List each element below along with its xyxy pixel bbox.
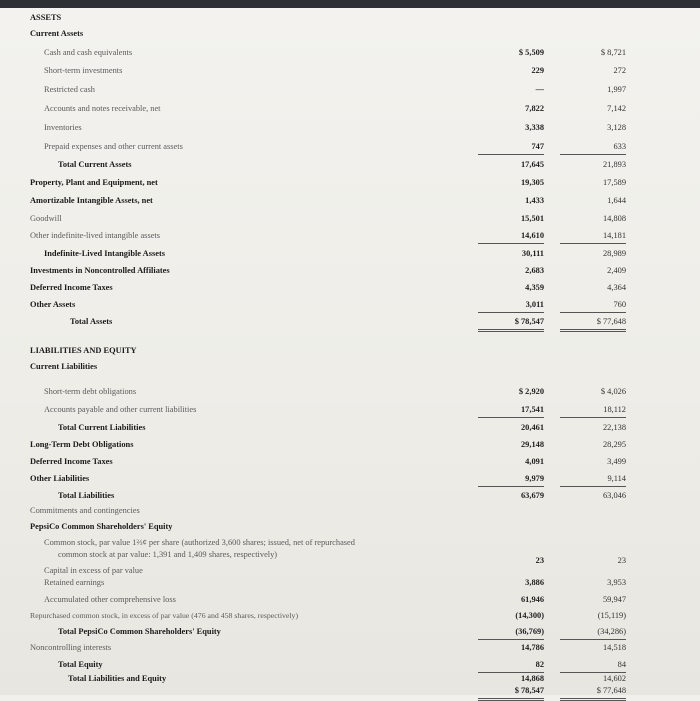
row-label: Amortizable Intangible Assets, net [30, 196, 153, 205]
row-value-2018: 59,947 [602, 595, 626, 604]
row-label: Total Current Liabilities [58, 423, 146, 432]
table-row [0, 455, 700, 469]
row-value-2019: 9,979 [478, 472, 544, 487]
top-border [0, 0, 700, 8]
row-value-2019: 19,305 [520, 178, 544, 187]
row-value-2019: 17,645 [520, 160, 544, 169]
row-label: Property, Plant and Equipment, net [30, 178, 158, 187]
row-label: Deferred Income Taxes [30, 283, 113, 292]
row-value-2018: 22,138 [602, 423, 626, 432]
table-row [0, 194, 700, 208]
row-value-2019: 29,148 [520, 440, 544, 449]
row-value-2018: (15,119) [597, 611, 626, 620]
row-label: Other indefinite-lived intangible assets [30, 231, 161, 240]
row-label: Total PepsiCo Common Shareholders' Equity [58, 627, 221, 636]
table-row [0, 403, 700, 417]
table-row [0, 102, 700, 116]
row-value-2019: 14,610 [478, 229, 544, 244]
row-value-2019: 747 [478, 140, 544, 155]
row-value-2019: 1,433 [525, 196, 544, 205]
liabilities-heading: LIABILITIES AND EQUITY [30, 346, 137, 355]
row-value-2019: 229 [531, 66, 544, 75]
row-value-2018: 1,997 [607, 85, 626, 94]
row-value-2018: $ 8,721 [600, 48, 626, 57]
row-label: Cash and cash equivalents [44, 48, 133, 57]
row-value-2019: 14,868 [520, 674, 544, 683]
row-label: Investments in Noncontrolled Affiliates [30, 266, 170, 275]
row-value-2018: 633 [560, 140, 626, 155]
row-value-2018: 272 [613, 66, 626, 75]
row-value-2019: 30,111 [521, 249, 544, 258]
row-value-2018: 14,181 [560, 229, 626, 244]
row-value-2019: 61,946 [520, 595, 544, 604]
row-label: Capital in excess of par value [44, 566, 143, 575]
table-row [0, 641, 700, 655]
row-label: Indefinite-Lived Intangible Assets [44, 249, 165, 258]
row-label: Restricted cash [44, 85, 95, 94]
row-value-2019: 7,822 [525, 104, 544, 113]
row-label: Total Liabilities and Equity [68, 674, 167, 683]
row-value-2018: 3,953 [607, 578, 626, 587]
liabilities-heading-row [0, 344, 700, 358]
row-value-2019: 63,679 [520, 491, 544, 500]
row-value-2018: 14,518 [602, 643, 626, 652]
table-row [0, 658, 700, 672]
table-row [0, 247, 700, 261]
current-liabilities-heading: Current Liabilities [30, 362, 98, 371]
row-label: Accounts payable and other current liabilities [44, 405, 197, 414]
row-value-2019: 3,886 [525, 578, 544, 587]
row-label: Noncontrolling interests [30, 643, 112, 652]
table-row [0, 176, 700, 190]
assets-heading: ASSETS [30, 13, 62, 22]
row-value-2018: 23 [617, 556, 626, 565]
row-value-2018: $ 77,648 [560, 684, 626, 701]
row-label: Total Current Assets [58, 160, 132, 169]
row-value-2018: 17,589 [602, 178, 626, 187]
table-row [0, 64, 700, 78]
row-label: Short-term debt obligations [44, 387, 137, 396]
row-label: Short-term investments [44, 66, 123, 75]
row-label: Total Equity [58, 660, 103, 669]
row-value-2018: 3,128 [607, 123, 626, 132]
row-value-2019: 2,683 [525, 266, 544, 275]
row-label: Other Liabilities [30, 474, 90, 483]
table-row [0, 609, 700, 623]
row-value-2018: 2,409 [607, 266, 626, 275]
row-value-2019: 17,541 [478, 403, 544, 418]
row-value-2019: — [535, 85, 544, 94]
table-row [0, 46, 700, 60]
row-value-2019: $ 78,547 [478, 684, 544, 701]
row-label: Total Liabilities [58, 491, 115, 500]
row-value-2018: $ 77,648 [560, 315, 626, 332]
row-value-2018: (34,286) [560, 625, 626, 640]
table-row [0, 229, 700, 243]
table-row [0, 548, 700, 565]
row-label: Accumulated other comprehensive loss [44, 595, 176, 604]
row-value-2019: 82 [478, 658, 544, 673]
row-value-2018: 7,142 [607, 104, 626, 113]
table-row [0, 472, 700, 486]
row-value-2018: 18,112 [560, 403, 626, 418]
table-row [0, 281, 700, 295]
row-value-2018: 1,644 [607, 196, 626, 205]
table-row [0, 121, 700, 135]
row-label: common stock at par value: 1,391 and 1,409 shares, respectively) [58, 550, 278, 559]
row-value-2018: 760 [560, 298, 626, 313]
row-label: Inventories [44, 123, 82, 132]
row-value-2018: 14,808 [602, 214, 626, 223]
row-value-2018: 3,499 [607, 457, 626, 466]
row-label: Other Assets [30, 300, 76, 309]
row-label: Retained earnings [44, 578, 105, 587]
row-value-2019: 4,091 [525, 457, 544, 466]
row-value-2019: 23 [535, 556, 544, 565]
current-assets-heading: Current Assets [30, 29, 84, 38]
row-value-2019: (36,769) [478, 625, 544, 640]
table-row [0, 438, 700, 452]
row-value-2019: $ 2,920 [518, 387, 544, 396]
row-value-2018: 9,114 [560, 472, 626, 487]
table-row [0, 421, 700, 435]
current-liabilities-row [0, 360, 700, 374]
row-label: Accounts and notes receivable, net [44, 104, 161, 113]
row-label: Long-Term Debt Obligations [30, 440, 134, 449]
row-label: Commitments and contingencies [30, 506, 140, 515]
table-row [0, 489, 700, 503]
row-value-2018: 14,602 [602, 674, 626, 683]
row-label: Deferred Income Taxes [30, 457, 113, 466]
table-row [0, 298, 700, 312]
table-row [0, 264, 700, 278]
current-assets-row [0, 27, 700, 41]
row-label: Total Assets [70, 317, 113, 326]
table-row [0, 385, 700, 399]
row-value-2019: $ 5,509 [518, 48, 544, 57]
row-value-2018: 28,989 [602, 249, 626, 258]
row-value-2019: $ 78,547 [478, 315, 544, 332]
row-value-2018: 28,295 [602, 440, 626, 449]
row-value-2019: 14,786 [520, 643, 544, 652]
table-row [0, 83, 700, 97]
table-row [0, 684, 700, 698]
row-value-2019: 4,359 [525, 283, 544, 292]
row-label: Repurchased common stock, in excess of par value (476 and 458 shares, respectively) [30, 611, 299, 620]
row-value-2019: 15,501 [520, 214, 544, 223]
table-row [0, 504, 700, 518]
row-value-2019: (14,300) [515, 611, 544, 620]
row-value-2019: 3,338 [525, 123, 544, 132]
assets-heading-row [0, 11, 700, 25]
row-label: PepsiCo Common Shareholders' Equity [30, 522, 173, 531]
row-value-2018: 84 [560, 658, 626, 673]
row-value-2018: $ 4,026 [600, 387, 626, 396]
row-value-2018: 4,364 [607, 283, 626, 292]
table-row [0, 576, 700, 590]
row-label: Goodwill [30, 214, 62, 223]
table-row [0, 140, 700, 154]
row-label: Common stock, par value 1⅔¢ per share (authorized 3,600 shares; issued, net of repurchased [44, 538, 355, 547]
row-label: Prepaid expenses and other current assets [44, 142, 183, 151]
row-value-2019: 3,011 [478, 298, 544, 313]
row-value-2018: 21,893 [602, 160, 626, 169]
table-row [0, 158, 700, 172]
table-row [0, 315, 700, 329]
table-row [0, 593, 700, 607]
row-value-2018: 63,046 [602, 491, 626, 500]
row-value-2019: 20,461 [520, 423, 544, 432]
table-row [0, 212, 700, 226]
table-row [0, 520, 700, 534]
balance-sheet [0, 8, 700, 695]
table-row [0, 625, 700, 639]
